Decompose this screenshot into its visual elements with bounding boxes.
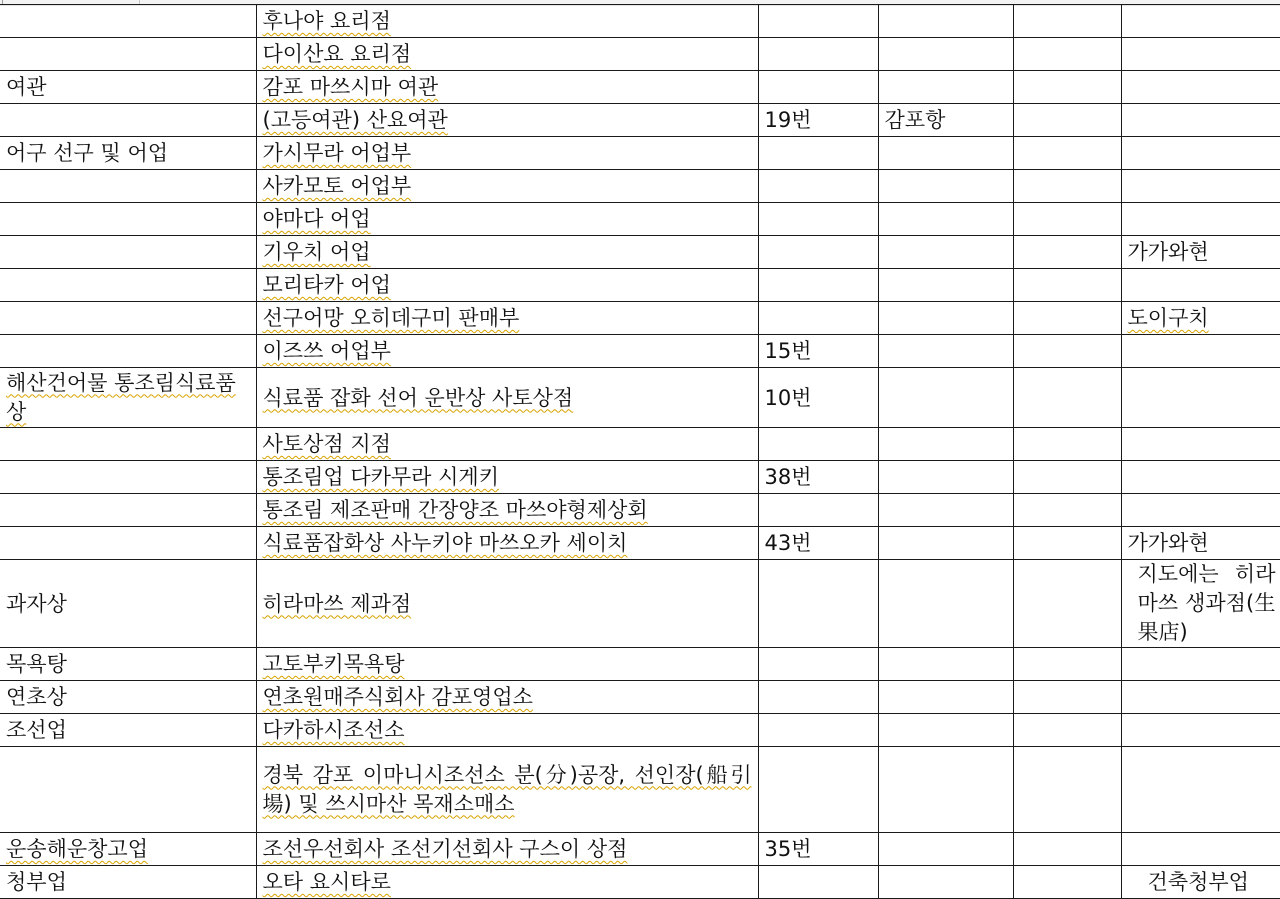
- business-name-cell: 다이산요 요리점: [256, 38, 758, 71]
- table-row: [0, 648, 1280, 681]
- category-cell: 해산건어물 통조림식료품상: [0, 368, 256, 428]
- category-cell: [0, 269, 256, 302]
- business-name-cell: 통조림 제조판매 간장양조 마쓰야형제상회: [256, 494, 758, 527]
- number-cell: 15번: [758, 335, 878, 368]
- table-row: [0, 38, 1280, 71]
- number-cell: 43번: [758, 527, 878, 560]
- location-cell: [878, 461, 1013, 494]
- number-cell: [758, 714, 878, 747]
- table-row: [0, 833, 1280, 866]
- location-cell: [878, 203, 1013, 236]
- note-cell: [1121, 714, 1280, 747]
- empty-cell: [1013, 461, 1121, 494]
- location-cell: [878, 714, 1013, 747]
- number-cell: [758, 866, 878, 899]
- location-cell: [878, 527, 1013, 560]
- table-row: [0, 335, 1280, 368]
- note-cell: 지도에는 히라마쓰 생과점(生果店): [1121, 560, 1280, 648]
- table-row: [0, 269, 1280, 302]
- location-cell: [878, 236, 1013, 269]
- note-cell: [1121, 461, 1280, 494]
- category-cell: [0, 527, 256, 560]
- table-row: [0, 170, 1280, 203]
- category-cell: [0, 747, 256, 833]
- business-name-cell: 식료품 잡화 선어 운반상 사토상점: [256, 368, 758, 428]
- number-cell: [758, 203, 878, 236]
- business-name-cell: 오타 요시타로: [256, 866, 758, 899]
- business-name-cell: 고토부키목욕탕: [256, 648, 758, 681]
- empty-cell: [1013, 203, 1121, 236]
- empty-cell: [1013, 170, 1121, 203]
- location-cell: [878, 38, 1013, 71]
- category-cell: 여관: [0, 71, 256, 104]
- number-cell: [758, 747, 878, 833]
- empty-cell: [1013, 38, 1121, 71]
- note-cell: [1121, 104, 1280, 137]
- location-cell: [878, 747, 1013, 833]
- note-cell: [1121, 5, 1280, 38]
- category-cell: 연초상: [0, 681, 256, 714]
- note-cell: [1121, 137, 1280, 170]
- number-cell: 19번: [758, 104, 878, 137]
- location-cell: [878, 335, 1013, 368]
- category-cell: [0, 170, 256, 203]
- number-cell: [758, 5, 878, 38]
- category-cell: 목욕탕: [0, 648, 256, 681]
- table-row: [0, 714, 1280, 747]
- empty-cell: [1013, 335, 1121, 368]
- location-cell: 감포항: [878, 104, 1013, 137]
- table-row: [0, 461, 1280, 494]
- number-cell: [758, 428, 878, 461]
- business-name-cell: 통조림업 다카무라 시게키: [256, 461, 758, 494]
- note-cell: [1121, 833, 1280, 866]
- business-name-cell: 식료품잡화상 사누키야 마쓰오카 세이치: [256, 527, 758, 560]
- number-cell: [758, 681, 878, 714]
- empty-cell: [1013, 494, 1121, 527]
- empty-cell: [1013, 560, 1121, 648]
- table-row: [0, 71, 1280, 104]
- table-row: [0, 428, 1280, 461]
- note-cell: [1121, 368, 1280, 428]
- empty-cell: [1013, 137, 1121, 170]
- empty-cell: [1013, 714, 1121, 747]
- empty-cell: [1013, 527, 1121, 560]
- location-cell: [878, 137, 1013, 170]
- empty-cell: [1013, 302, 1121, 335]
- table-row: [0, 236, 1280, 269]
- location-cell: [878, 681, 1013, 714]
- note-cell: 건축청부업: [1121, 866, 1280, 899]
- empty-cell: [1013, 866, 1121, 899]
- category-cell: [0, 335, 256, 368]
- note-cell: 가가와현: [1121, 527, 1280, 560]
- number-cell: [758, 236, 878, 269]
- empty-cell: [1013, 428, 1121, 461]
- category-cell: [0, 428, 256, 461]
- category-cell: [0, 461, 256, 494]
- number-cell: [758, 137, 878, 170]
- table-row: [0, 494, 1280, 527]
- number-cell: [758, 71, 878, 104]
- table-row: [0, 747, 1280, 833]
- table-row: [0, 104, 1280, 137]
- note-cell: [1121, 335, 1280, 368]
- category-cell: 조선업: [0, 714, 256, 747]
- location-cell: [878, 866, 1013, 899]
- empty-cell: [1013, 5, 1121, 38]
- note-cell: [1121, 38, 1280, 71]
- business-name-cell: 선구어망 오히데구미 판매부: [256, 302, 758, 335]
- empty-cell: [1013, 747, 1121, 833]
- number-cell: [758, 648, 878, 681]
- category-cell: [0, 104, 256, 137]
- table-row: [0, 368, 1280, 428]
- category-cell: [0, 236, 256, 269]
- note-cell: [1121, 648, 1280, 681]
- note-cell: [1121, 494, 1280, 527]
- business-name-cell: 경북 감포 이마니시조선소 분(分)공장, 선인장(船引場) 및 쓰시마산 목재소매소: [256, 747, 758, 833]
- table-row: [0, 5, 1280, 38]
- note-cell: [1121, 428, 1280, 461]
- business-name-cell: 연초원매주식회사 감포영업소: [256, 681, 758, 714]
- business-name-cell: 기우치 어업: [256, 236, 758, 269]
- note-cell: [1121, 203, 1280, 236]
- number-cell: 10번: [758, 368, 878, 428]
- number-cell: 38번: [758, 461, 878, 494]
- location-cell: [878, 302, 1013, 335]
- category-cell: 과자상: [0, 560, 256, 648]
- business-name-cell: 조선우선회사 조선기선회사 구스이 상점: [256, 833, 758, 866]
- business-name-cell: 모리타카 어업: [256, 269, 758, 302]
- business-name-cell: 다카하시조선소: [256, 714, 758, 747]
- location-cell: [878, 5, 1013, 38]
- category-cell: [0, 5, 256, 38]
- business-directory-table: [0, 4, 1280, 899]
- note-cell: [1121, 747, 1280, 833]
- category-cell: [0, 38, 256, 71]
- number-cell: [758, 38, 878, 71]
- note-cell: 가가와현: [1121, 236, 1280, 269]
- business-name-cell: 야마다 어업: [256, 203, 758, 236]
- number-cell: [758, 302, 878, 335]
- location-cell: [878, 494, 1013, 527]
- empty-cell: [1013, 71, 1121, 104]
- note-cell: 도이구치: [1121, 302, 1280, 335]
- table-row: [0, 203, 1280, 236]
- empty-cell: [1013, 681, 1121, 714]
- table-row: [0, 302, 1280, 335]
- business-name-cell: 감포 마쓰시마 여관: [256, 71, 758, 104]
- number-cell: [758, 494, 878, 527]
- empty-cell: [1013, 833, 1121, 866]
- table-row: [0, 137, 1280, 170]
- note-cell: [1121, 681, 1280, 714]
- empty-cell: [1013, 368, 1121, 428]
- business-name-cell: 히라마쓰 제과점: [256, 560, 758, 648]
- location-cell: [878, 648, 1013, 681]
- table-row: [0, 527, 1280, 560]
- category-cell: 어구 선구 및 어업: [0, 137, 256, 170]
- location-cell: [878, 71, 1013, 104]
- business-name-cell: 후나야 요리점: [256, 5, 758, 38]
- category-cell: [0, 302, 256, 335]
- number-cell: [758, 170, 878, 203]
- business-name-cell: 사토상점 지점: [256, 428, 758, 461]
- business-name-cell: (고등여관) 산요여관: [256, 104, 758, 137]
- category-cell: 운송해운창고업: [0, 833, 256, 866]
- table-row: [0, 866, 1280, 899]
- table-row: [0, 681, 1280, 714]
- empty-cell: [1013, 236, 1121, 269]
- location-cell: [878, 170, 1013, 203]
- business-name-cell: 가시무라 어업부: [256, 137, 758, 170]
- location-cell: [878, 368, 1013, 428]
- number-cell: [758, 560, 878, 648]
- location-cell: [878, 833, 1013, 866]
- table-row: [0, 560, 1280, 648]
- business-name-cell: 사카모토 어업부: [256, 170, 758, 203]
- business-name-cell: 이즈쓰 어업부: [256, 335, 758, 368]
- number-cell: 35번: [758, 833, 878, 866]
- number-cell: [758, 269, 878, 302]
- location-cell: [878, 269, 1013, 302]
- category-cell: 청부업: [0, 866, 256, 899]
- empty-cell: [1013, 269, 1121, 302]
- location-cell: [878, 428, 1013, 461]
- empty-cell: [1013, 104, 1121, 137]
- note-cell: [1121, 269, 1280, 302]
- note-cell: [1121, 71, 1280, 104]
- category-cell: [0, 203, 256, 236]
- location-cell: [878, 560, 1013, 648]
- empty-cell: [1013, 648, 1121, 681]
- note-cell: [1121, 170, 1280, 203]
- category-cell: [0, 494, 256, 527]
